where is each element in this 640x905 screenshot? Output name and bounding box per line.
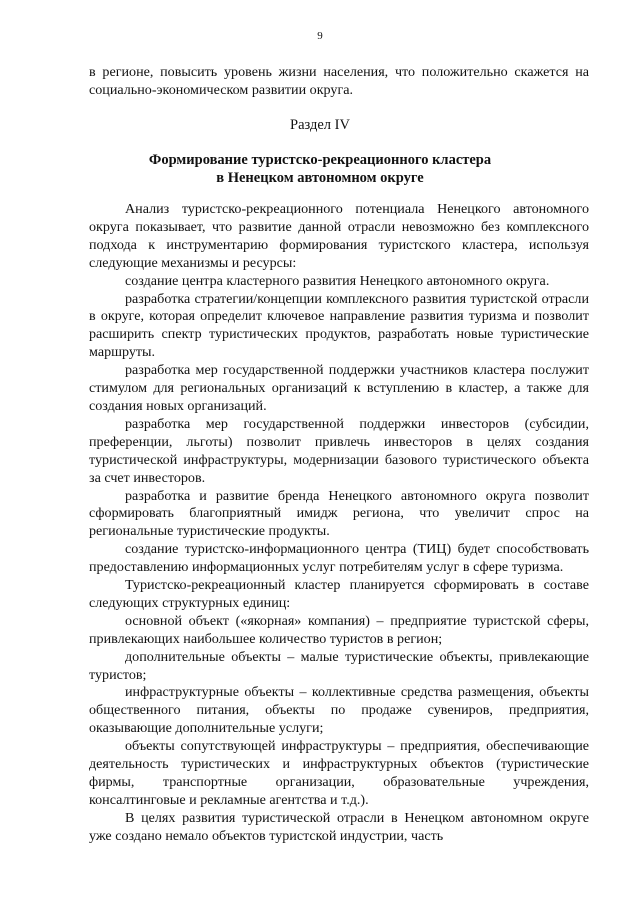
paragraph: Туристско-рекреационный кластер планируется сформировать в составе следующих структурных единиц: [89,577,589,611]
section-body [89,201,589,846]
section-title [0,151,640,187]
paragraph: В целях развития туристической отрасли в Ненецком автономном округе уже создано немало объектов туристской индустрии, часть [89,809,589,844]
paragraph: создание центра кластерного развития Ненецкого автономного округа. [125,272,550,289]
section-title-line-2: в Ненецком автономном округе [216,170,424,186]
section-title-line-1: Формирование туристско-рекреационного кластера [148,152,492,168]
paragraph: разработка и развитие бренда Ненецкого автономного округа позволит сформировать благоприятный имидж региона, что увеличит спрос на региональные туристические продукты. [89,487,589,540]
paragraph: объекты сопутствующей инфраструктуры – предприятия, обеспечивающие деятельность туристических и инфраструктурных объектов (туристические фирмы, транспортные организации, образовательные учреждения, консалтинговые и рекламные агентства и т.д.). [89,738,589,808]
intro-paragraph: в регионе, повысить уровень жизни населения, что положительно скажется на социально-экономическом развитии округа. [89,64,589,98]
paragraph: дополнительные объекты – малые туристические объекты, привлекающие туристов; [89,648,589,683]
page-number: 9 [317,30,323,42]
paragraph: разработка стратегии/концепции комплексного развития туристской отрасли в округе, которая определит ключевое направление развития туризма и позволит расширить спектр туристических продуктов, разработать новые туристические маршруты. [89,290,589,361]
section-label: Раздел IV [290,117,350,133]
paragraph: разработка мер государственной поддержки инвесторов (субсидии, преференции, льготы) позволит привлечь инвесторов в целях создания туристической инфраструктуры, модернизации базового туристического объекта за счет инвесторов. [89,415,589,486]
paragraph: основной объект («якорная» компания) – предприятие туристской сферы, привлекающих наибольшее количество туристов в регион; [89,612,589,647]
paragraph: Анализ туристско-рекреационного потенциала Ненецкого автономного округа показывает, что развитие данной отрасли невозможно без комплексного подхода к инструментарию формирования туристского кластера, используя следующие механизмы и ресурсы: [89,201,589,271]
intro-paragraph-block [89,64,589,100]
paragraph: инфраструктурные объекты – коллективные средства размещения, объекты общественного питания, объекты по продаже сувениров, предприятия, оказывающие дополнительные услуги; [89,684,589,737]
paragraph: разработка мер государственной поддержки участников кластера послужит стимулом для региональных организаций к вступлению в кластер, а также для создания новых организаций. [89,362,589,414]
paragraph: создание туристско-информационного центра (ТИЦ) будет способствовать предоставлению информационных услуг потребителям услуг в сфере туризма. [89,541,589,576]
